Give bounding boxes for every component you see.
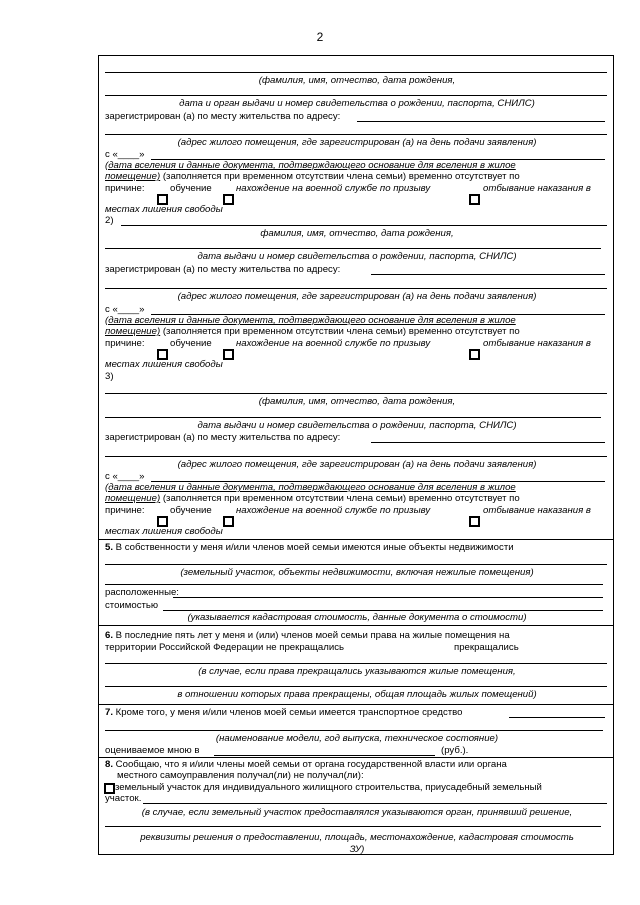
land-field-line-1[interactable]	[143, 803, 607, 804]
prison-checkbox-2[interactable]	[469, 349, 480, 360]
reason-label-1: причине:	[105, 183, 145, 194]
person-3-number: 3)	[105, 371, 114, 382]
prison-checkbox-1[interactable]	[469, 194, 480, 205]
land-field-line-2[interactable]	[105, 826, 601, 827]
address-note-3: (адрес жилого помещения, где зарегистрирован (а) на день подачи заявления)	[177, 459, 537, 470]
section-6-note-2: в отношении которых права прекращены, общая площадь жилых помещений)	[177, 689, 537, 700]
section-8-note-3: ЗУ)	[349, 844, 365, 855]
prison-label-3: отбывание наказания в	[483, 505, 591, 516]
rights-field-line-1[interactable]	[105, 663, 607, 664]
registered-label-3: зарегистрирован (а) по месту жительства по адресу:	[105, 432, 341, 443]
rights-field-line-2[interactable]	[105, 686, 607, 687]
prison-label-2: отбывание наказания в	[483, 338, 591, 349]
prison-checkbox-3[interactable]	[469, 516, 480, 527]
doc-label-2: дата выдачи и номер свидетельства о рождении, паспорта, СНИЛС)	[197, 251, 517, 262]
address-note-2: (адрес жилого помещения, где зарегистрирован (а) на день подачи заявления)	[177, 291, 537, 302]
doc-field-line-3[interactable]	[105, 417, 601, 418]
section-5-note: (земельный участок, объекты недвижимости, включая нежилые помещения)	[180, 567, 534, 578]
prison-label-2b: местах лишения свободы	[105, 359, 223, 370]
section-8-note-1: (в случае, если земельный участок предоставлялся указываются орган, принявший решение,	[141, 807, 573, 818]
section-8-line-2: местного самоуправления получал(ли) не получал(ли):	[117, 770, 364, 781]
address-field-line-1b[interactable]	[105, 134, 607, 135]
move-in-note-2: (дата вселения и данные документа, подтверждающего основание для вселения в жилое	[105, 315, 516, 326]
reason-label-3: причине:	[105, 505, 145, 516]
address-field-line-2a[interactable]	[371, 274, 605, 275]
valued-label: оцениваемое мною в	[105, 745, 200, 756]
fio-label-3: (фамилия, имя, отчество, дата рождения,	[258, 396, 456, 407]
prison-label-1b: местах лишения свободы	[105, 204, 223, 215]
fio-label-1: (фамилия, имя, отчество, дата рождения,	[258, 75, 456, 86]
section-7-title: 7. Кроме того, у меня и/или членов моей семьи имеется транспортное средство	[105, 707, 463, 718]
section-5-title: 5. В собственности у меня и/или членов моей семьи имеются иные объекты недвижимости	[105, 542, 514, 553]
rub-label: (руб.).	[441, 745, 469, 756]
section-divider-8	[99, 757, 613, 758]
cost-note: (указывается кадастровая стоимость, данные документа о стоимости)	[187, 612, 527, 623]
army-label-3: нахождение на военной службе по призыву	[236, 505, 431, 516]
address-field-line-3b[interactable]	[105, 456, 607, 457]
absence-note-3: помещение) (заполняется при временном отсутствии члена семьи) временно отсутствует по	[105, 493, 520, 504]
registered-label-2: зарегистрирован (а) по месту жительства по адресу:	[105, 264, 341, 275]
move-in-note-1: (дата вселения и данные документа, подтверждающего основание для вселения в жилое	[105, 160, 516, 171]
value-field-line[interactable]	[214, 755, 435, 756]
registered-label-1: зарегистрирован (а) по месту жительства по адресу:	[105, 111, 341, 122]
cost-label: стоимостью	[105, 600, 159, 611]
fio-field-line-3[interactable]	[105, 393, 607, 394]
doc-label-1: дата и орган выдачи и номер свидетельства о рождении, паспорта, СНИЛС)	[179, 98, 535, 109]
army-checkbox-1[interactable]	[223, 194, 234, 205]
doc-field-line-1[interactable]	[105, 95, 607, 96]
section-divider-7	[99, 704, 613, 705]
section-divider-5	[99, 539, 613, 540]
located-field-line[interactable]	[173, 597, 603, 598]
section-6-line-2b: прекращались	[454, 642, 519, 653]
reason-label-2: причине:	[105, 338, 145, 349]
absence-note-1: помещение) (заполняется при временном отсутствии члена семьи) временно отсутствует по	[105, 171, 520, 182]
address-field-line-1a[interactable]	[357, 121, 605, 122]
section-8-line-4: участок.	[105, 793, 142, 804]
section-6-note-1: (в случае, если права прекращались указываются жилые помещения,	[198, 666, 516, 677]
address-note-1: (адрес жилого помещения, где зарегистрирован (а) на день подачи заявления)	[177, 137, 537, 148]
application-form-frame	[98, 55, 614, 855]
section-8-note-2: реквизиты решения о предоставлении, площадь, местонахождение, кадастровая стоимость	[140, 832, 574, 843]
army-checkbox-2[interactable]	[223, 349, 234, 360]
cost-field-line[interactable]	[163, 610, 603, 611]
address-field-line-2b[interactable]	[105, 288, 607, 289]
property-field-line[interactable]	[105, 564, 607, 565]
vehicle-field-line-1[interactable]	[509, 717, 605, 718]
section-6-title: 6. В последние пять лет у меня и (или) членов моей семьи права на жилые помещения на	[105, 630, 510, 641]
study-label-1: обучение	[170, 183, 212, 194]
prison-label-1: отбывание наказания в	[483, 183, 591, 194]
located-label: расположенные:	[105, 587, 179, 598]
property-field-line-2[interactable]	[105, 584, 603, 585]
address-field-line-3a[interactable]	[371, 442, 605, 443]
study-label-3: обучение	[170, 505, 212, 516]
move-in-note-3: (дата вселения и данные документа, подтверждающего основание для вселения в жилое	[105, 482, 516, 493]
page-number: 2	[316, 30, 324, 44]
army-checkbox-3[interactable]	[223, 516, 234, 527]
prison-label-3b: местах лишения свободы	[105, 526, 223, 537]
date-from-label-2: с «____»	[105, 304, 145, 315]
date-from-label-1: с «____»	[105, 149, 145, 160]
fio-field-line-1[interactable]	[105, 72, 607, 73]
section-divider-6	[99, 625, 613, 626]
absence-note-2: помещение) (заполняется при временном отсутствии члена семьи) временно отсутствует по	[105, 326, 520, 337]
fio-field-line-2[interactable]	[121, 225, 607, 226]
fio-label-2: фамилия, имя, отчество, дата рождения,	[260, 228, 454, 239]
vehicle-field-line-2[interactable]	[105, 730, 603, 731]
person-2-number: 2)	[105, 215, 114, 226]
section-8-line-1: 8. Сообщаю, что я и/или члены моей семьи от органа государственной власти или органа	[105, 759, 507, 770]
army-label-1: нахождение на военной службе по призыву	[236, 183, 431, 194]
doc-field-line-2[interactable]	[105, 248, 601, 249]
section-8-line-3: земельный участок для индивидуального жилищного строительства, приусадебный земельный	[115, 782, 542, 793]
section-6-line-2a: территории Российской Федерации не прекращались	[105, 642, 344, 653]
doc-label-3: дата выдачи и номер свидетельства о рождении, паспорта, СНИЛС)	[197, 420, 517, 431]
section-7-note: (наименование модели, год выпуска, техническое состояние)	[215, 733, 499, 744]
date-from-label-3: с «____»	[105, 471, 145, 482]
army-label-2: нахождение на военной службе по призыву	[236, 338, 431, 349]
study-label-2: обучение	[170, 338, 212, 349]
